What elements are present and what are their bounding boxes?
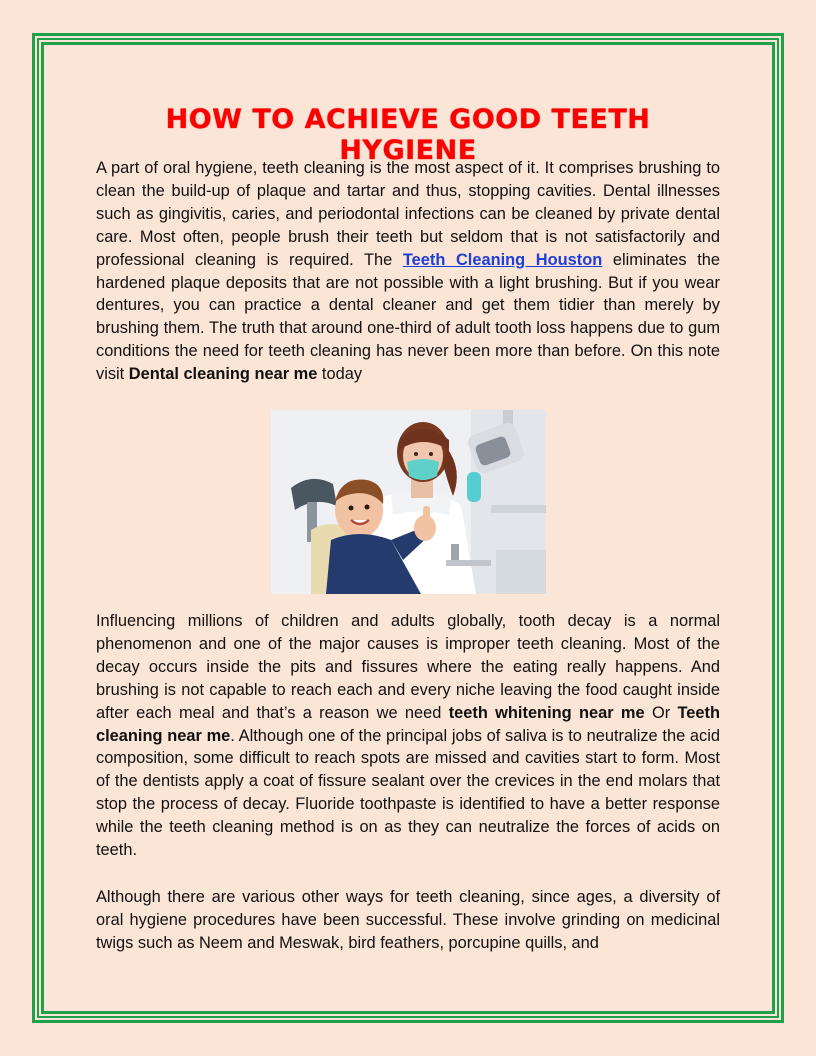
dental-cleaning-near-me-text: Dental cleaning near me <box>128 365 318 384</box>
paragraph-intro-text-a: A part of oral hygiene, teeth cleaning is the most aspect of it. It comprises brushing to clean the build-up of plaque and tartar and thus, stopping cavities. Dental illnesses such as gingivitis, caries, and periodontal infections can be cleaned by private dental care. Most often, people brush their teeth but seldom that is not satisfactorily and professional cleaning is required. The <box>96 159 720 269</box>
paragraph-intro-text-c: today <box>317 365 363 384</box>
paragraph-cleaning-methods: Although there are various other ways for teeth cleaning, since ages, a diversity of oral hygiene procedures have been successful. These involve grinding on medicinal twigs such as Neem and Meswak, bird feathers, porcupine quills, and <box>96 888 720 952</box>
paragraph-tooth-decay-text-a: Influencing millions of children and adults globally, tooth decay is a normal phenomenon and one of the major causes is improper teeth cleaning. Most of the decay occurs inside the pits and fissures where the eating really happens. And brushing is not capable to reach each and every niche leaving the food caught inside after each meal and that’s a reason we need <box>96 612 720 722</box>
page-title: HOW TO ACHIEVE GOOD TEETH HYGIENE <box>165 104 651 166</box>
teeth-cleaning-near-me-text: Teeth cleaning near me <box>96 703 720 745</box>
teeth-cleaning-houston-link[interactable]: Teeth Cleaning Houston <box>402 250 603 269</box>
paragraph-intro-text-b: eliminates the hardened plaque deposits that are not possible with a light brushing. But if you wear dentures, you can practice a dental cleaner and get them tidier than merely by brushing them. The truth that around one-third of adult tooth loss happens due to gum conditions the need for teeth cleaning has never been more than before. On this note visit <box>96 250 720 384</box>
paragraph-tooth-decay-text-c: . Although one of the principal jobs of saliva is to neutralize the acid composition, some difficult to reach spots are missed and cavities start to form. Most of the dentists apply a coat of fissure sealant over the crevices in the end molars that stop the process of decay. Fluoride toothpaste is identified to have a better response while the teeth cleaning method is on as they can neutralize the forces of acids on teeth. <box>96 726 720 860</box>
paragraph-intro <box>96 157 720 386</box>
teeth-whitening-near-me-text: teeth whitening near me <box>448 703 645 722</box>
paragraph-tooth-decay <box>96 610 720 862</box>
dentist-with-child-photo <box>271 410 546 594</box>
paragraph-tooth-decay-text-b: Or <box>644 703 678 722</box>
